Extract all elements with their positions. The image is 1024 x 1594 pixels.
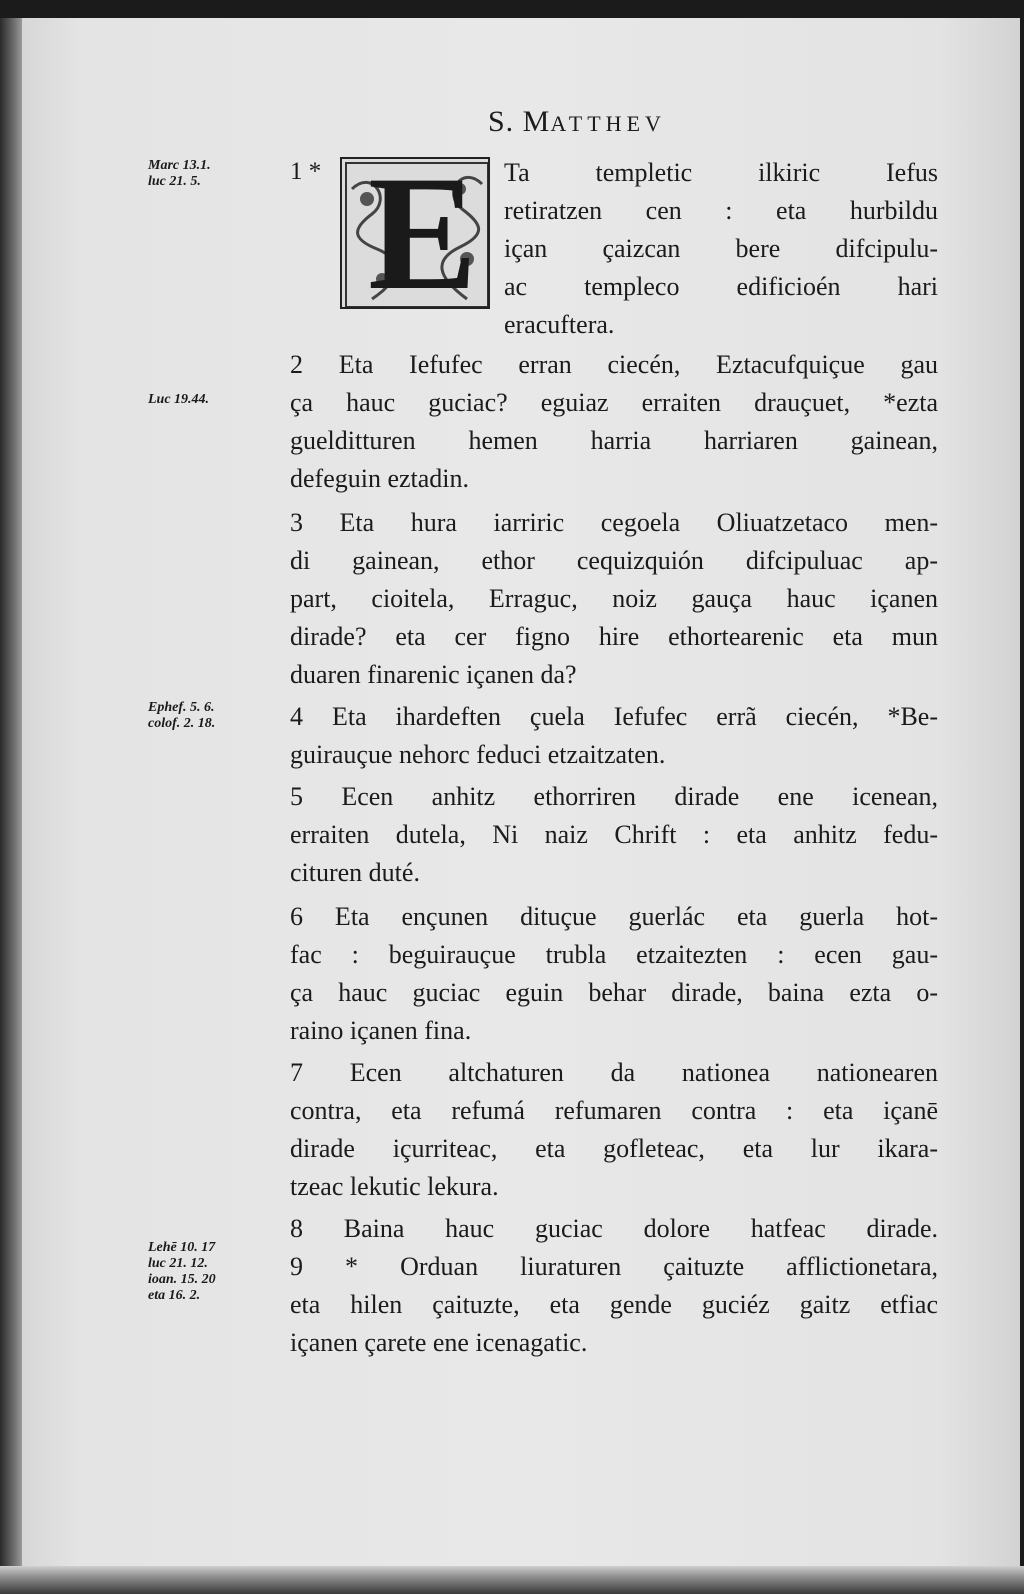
margin-note-1: Marc 13.1. luc 21. 5. (148, 158, 211, 189)
text-line-15: 4 Eta ihardeften çuela Iefufec errã ciecén, *Be- (290, 702, 938, 731)
text-line-26: dirade içurriteac, eta gofleteac, eta lur ikara- (290, 1134, 938, 1163)
text-line-24: 7 Ecen altchaturen da nationea nationearen (290, 1058, 938, 1087)
text-line-25: contra, eta refumá refumaren contra : eta içanē (290, 1096, 938, 1125)
text-line-22: ça hauc guciac eguin behar dirade, baina ezta o- (290, 978, 938, 1007)
text-line-14: duaren finarenic içanen da? (290, 660, 577, 689)
running-head-smallcaps: ATTHEV (550, 111, 666, 136)
text-line-6: 2 Eta Iefufec erran ciecén, Eztacufquiçue gau (290, 350, 938, 379)
text-line-10: 3 Eta hura iarriric cegoela Oliuatzetaco men- (290, 508, 938, 537)
ornamental-dropcap (340, 157, 490, 309)
text-line-31: içanen çarete ene icenagatic. (290, 1328, 588, 1357)
text-line-30: eta hilen çaituzte, eta gende guciéz gaitz etfiac (290, 1290, 938, 1319)
text-line-21: fac : beguirauçue trubla etzaitezten : ecen gau- (290, 940, 938, 969)
margin-note-2: Luc 19.44. (148, 392, 210, 407)
text-line-17: 5 Ecen anhitz ethorriren dirade ene icenean, (290, 782, 938, 811)
verse-1-number: 1 * (290, 158, 322, 185)
text-line-5: eracuftera. (504, 310, 615, 339)
text-line-9: defeguin eztadin. (290, 464, 470, 493)
running-head (488, 105, 768, 139)
dropcap-letter: E (368, 157, 478, 309)
text-line-27: tzeac lekutic lekura. (290, 1172, 499, 1201)
text-line-13: dirade? eta cer figno hire ethortearenic eta mun (290, 622, 938, 651)
text-line-28: 8 Baina hauc guciac dolore hatfeac dirade. (290, 1214, 938, 1243)
text-line-29: 9 * Orduan liuraturen çaituzte afflictionetara, (290, 1252, 938, 1281)
text-line-8: guelditturen hemen harria harriaren gainean, (290, 426, 938, 455)
text-line-1: Ta templetic ilkiric Iefus (504, 158, 938, 187)
text-line-7: ça hauc guciac? eguiaz erraiten drauçuet, *ezta (290, 388, 938, 417)
page-bottom-edge (0, 1566, 1024, 1594)
running-head-prefix: S. M (488, 105, 551, 138)
text-line-11: di gainean, ethor cequizquión difcipuluac ap- (290, 546, 938, 575)
text-line-16: guirauçue nehorc feduci etzaitzaten. (290, 740, 666, 769)
text-line-4: ac templeco edificioén hari (504, 272, 938, 301)
text-line-18: erraiten dutela, Ni naiz Chrift : eta anhitz fedu- (290, 820, 938, 849)
book-spine (0, 18, 22, 1594)
text-line-12: part, cioitela, Erraguc, noiz gauça hauc içanen (290, 584, 938, 613)
margin-note-3: Ephef. 5. 6. colof. 2. 18. (148, 700, 216, 731)
text-line-19: cituren duté. (290, 858, 420, 887)
text-line-23: raino içanen fina. (290, 1016, 472, 1045)
margin-note-4: Lehē 10. 17 luc 21. 12. ioan. 15. 20 eta 16. 2. (148, 1240, 216, 1303)
text-line-3: içan çaizcan bere difcipulu- (504, 234, 938, 263)
text-line-20: 6 Eta ençunen dituçue guerlác eta guerla hot- (290, 902, 938, 931)
text-line-2: retiratzen cen : eta hurbildu (504, 196, 938, 225)
